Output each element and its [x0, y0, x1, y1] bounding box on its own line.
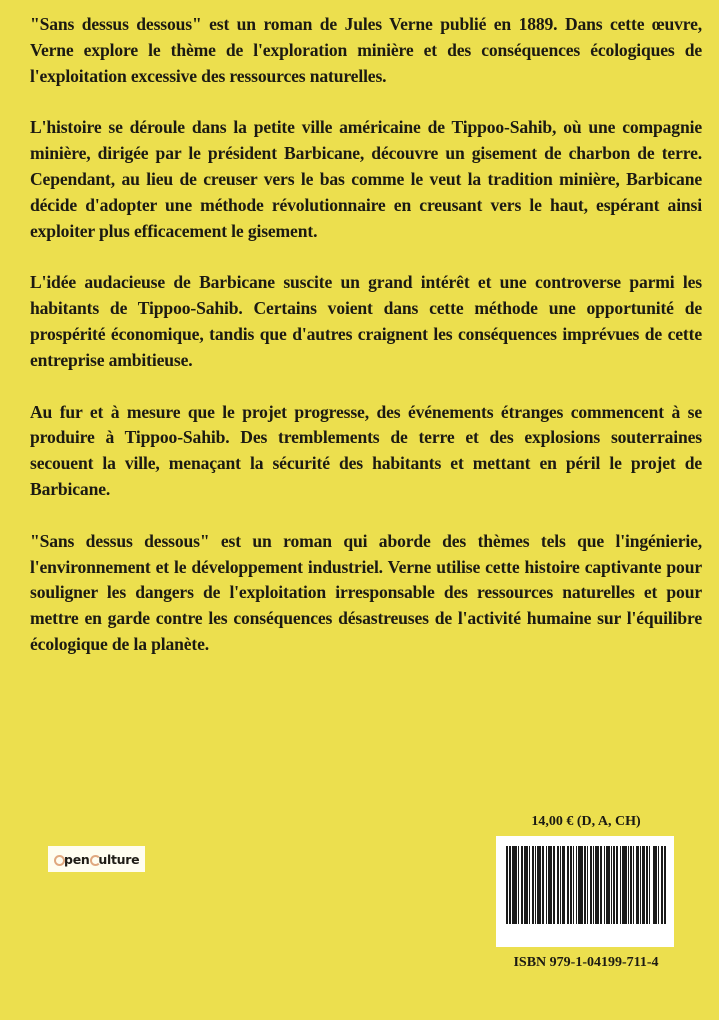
description-paragraph-2: L'histoire se déroule dans la petite ville américaine de Tippoo-Sahib, où une compagnie minière, dirigée par le président Barbicane, découvre un gisement de charbon de terre. Cependant, au lieu de creuser vers le bas comme le veut la tradition minière, Barbicane décide d'adopter une méthode révolutionnaire en creusant vers le haut, espérant ainsi exploiter plus efficacement le gisement.	[30, 117, 702, 241]
description-paragraph-5: "Sans dessus dessous" est un roman qui aborde des thèmes tels que l'ingénierie, l'environnement et le développement industriel. Verne utilise cette histoire captivante pour souligner les dangers de l'exploitation irresponsable des ressources naturelles et pour mettre en garde contre les conséquences désastreuses de l'activité humaine sur l'équilibre écologique de la planète.	[30, 530, 702, 654]
barcode-panel	[496, 836, 674, 947]
description-paragraph-1: "Sans dessus dessous" est un roman de Jules Verne publié en 1889. Dans cette œuvre, Verne explore le thème de l'exploration minière et des conséquences écologiques de l'exploitation excessive des ressources naturelles.	[30, 14, 702, 86]
logo-c-ring-icon	[89, 852, 98, 867]
isbn-barcode-icon	[506, 846, 666, 924]
publisher-logo-openculture	[48, 846, 145, 872]
logo-text-part1: pen	[64, 851, 90, 867]
description-paragraph-4: Au fur et à mesure que le projet progresse, des événements étranges commencent à se produire à Tippoo-Sahib. Des tremblements de terre et des explosions souterraines secouent la ville, menaçant la sécurité des habitants et mettant en péril le projet de Barbicane.	[30, 401, 702, 499]
price-label: 14,00 € (D, A, CH)	[531, 814, 641, 829]
barcode-bar	[664, 846, 665, 924]
description-paragraph-3: L'idée audacieuse de Barbicane suscite un grand intérêt et une controverse parmi les habitants de Tippoo-Sahib. Certains voient dans cette méthode une opportunité de prospérité économique, tandis que d'autres craignent les conséquences imprévues de cette entreprise ambitieuse.	[30, 272, 702, 370]
isbn-label: ISBN 979-1-04199-711-4	[513, 955, 659, 970]
back-cover-description	[30, 12, 702, 684]
logo-text-part2: ulture	[98, 851, 140, 867]
logo-o-ring-icon	[54, 852, 64, 867]
